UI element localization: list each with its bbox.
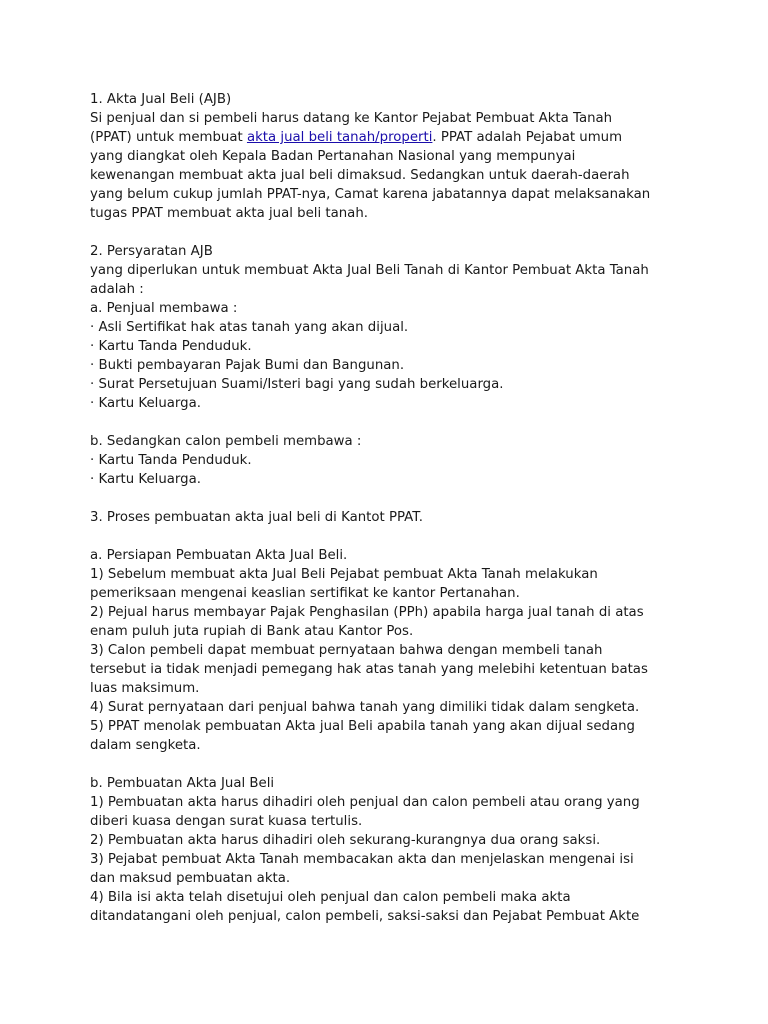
text-segment: (PPAT) untuk membuat xyxy=(90,130,247,145)
section-2-heading: 2. Persyaratan AJB xyxy=(90,244,213,259)
paragraph-line: enam puluh juta rupiah di Bank atau Kantor Pos. xyxy=(90,624,414,639)
list-item: · Asli Sertifikat hak atas tanah yang akan dijual. xyxy=(90,320,409,335)
paragraph-line: 1) Sebelum membuat akta Jual Beli Pejabat pembuat Akta Tanah melakukan xyxy=(90,567,598,582)
list-item: · Surat Persetujuan Suami/Isteri bagi yang sudah berkeluarga. xyxy=(90,377,504,392)
text-segment: . PPAT adalah Pejabat umum xyxy=(432,130,623,145)
paragraph-line: yang diangkat oleh Kepala Badan Pertanahan Nasional yang mempunyai xyxy=(90,149,576,164)
akta-jual-beli-link[interactable]: akta jual beli tanah/properti xyxy=(246,130,433,145)
paragraph-line: luas maksimum. xyxy=(90,681,200,696)
paragraph-line: tersebut ia tidak menjadi pemegang hak atas tanah yang melebihi ketentuan batas xyxy=(90,662,648,677)
subsection-a-title: a. Penjual membawa : xyxy=(90,301,238,316)
paragraph-line: 4) Bila isi akta telah disetujui oleh penjual dan calon pembeli maka akta xyxy=(90,890,571,905)
subsection-a-title: a. Persiapan Pembuatan Akta Jual Beli. xyxy=(90,548,348,563)
paragraph-line: 1) Pembuatan akta harus dihadiri oleh penjual dan calon pembeli atau orang yang xyxy=(90,795,640,810)
section-3-heading: 3. Proses pembuatan akta jual beli di Kantot PPAT. xyxy=(90,510,423,525)
paragraph-line: ditandatangani oleh penjual, calon pembeli, saksi-saksi dan Pejabat Pembuat Akte xyxy=(90,909,640,924)
blank-line xyxy=(90,223,690,242)
list-item: · Kartu Keluarga. xyxy=(90,396,201,411)
blank-line xyxy=(90,413,690,432)
subsection-b-title: b. Pembuatan Akta Jual Beli xyxy=(90,776,275,791)
paragraph-line: yang diperlukan untuk membuat Akta Jual Beli Tanah di Kantor Pembuat Akta Tanah xyxy=(90,263,649,278)
list-item: · Kartu Keluarga. xyxy=(90,472,201,487)
paragraph-line: 3) Calon pembeli dapat membuat pernyataan bahwa dengan membeli tanah xyxy=(90,643,603,658)
paragraph-line: diberi kuasa dengan surat kuasa tertulis. xyxy=(90,814,363,829)
document-page xyxy=(90,90,690,926)
paragraph-line: 3) Pejabat pembuat Akta Tanah membacakan akta dan menjelaskan mengenai isi xyxy=(90,852,634,867)
paragraph-line: 5) PPAT menolak pembuatan Akta jual Beli apabila tanah yang akan dijual sedang xyxy=(90,719,635,734)
list-item: · Kartu Tanda Penduduk. xyxy=(90,453,252,468)
subsection-b-title: b. Sedangkan calon pembeli membawa : xyxy=(90,434,362,449)
paragraph-line: tugas PPAT membuat akta jual beli tanah. xyxy=(90,206,368,221)
paragraph-line: dalam sengketa. xyxy=(90,738,201,753)
paragraph-line: Si penjual dan si pembeli harus datang ke Kantor Pejabat Pembuat Akta Tanah xyxy=(90,111,613,126)
paragraph-line: kewenangan membuat akta jual beli dimaksud. Sedangkan untuk daerah-daerah xyxy=(90,168,630,183)
list-item: · Bukti pembayaran Pajak Bumi dan Bangunan. xyxy=(90,358,405,373)
paragraph-line: adalah : xyxy=(90,282,144,297)
blank-line xyxy=(90,489,690,508)
paragraph-line: dan maksud pembuatan akta. xyxy=(90,871,291,886)
paragraph-line: 2) Pembuatan akta harus dihadiri oleh sekurang-kurangnya dua orang saksi. xyxy=(90,833,601,848)
blank-line xyxy=(90,755,690,774)
paragraph-line: 2) Pejual harus membayar Pajak Penghasilan (PPh) apabila harga jual tanah di atas xyxy=(90,605,644,620)
list-item: · Kartu Tanda Penduduk. xyxy=(90,339,252,354)
paragraph-line-with-link xyxy=(90,128,690,147)
section-1-heading: 1. Akta Jual Beli (AJB) xyxy=(90,92,232,107)
paragraph-line: yang belum cukup jumlah PPAT-nya, Camat karena jabatannya dapat melaksanakan xyxy=(90,187,651,202)
blank-line xyxy=(90,527,690,546)
paragraph-line: 4) Surat pernyataan dari penjual bahwa tanah yang dimiliki tidak dalam sengketa. xyxy=(90,700,640,715)
paragraph-line: pemeriksaan mengenai keaslian sertifikat ke kantor Pertanahan. xyxy=(90,586,520,601)
